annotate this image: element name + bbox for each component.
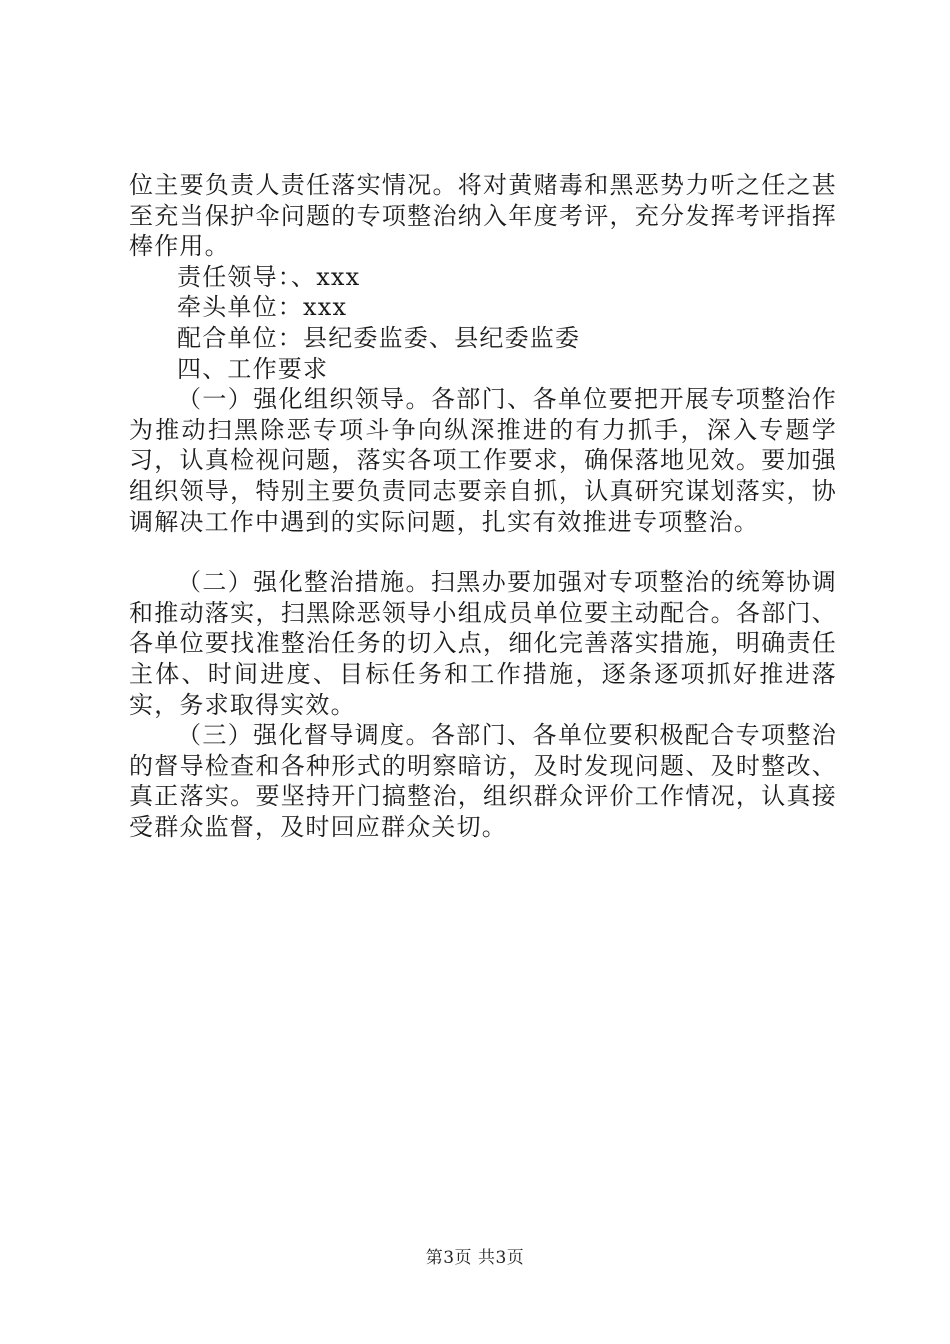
paragraph-responsibility-continuation: 位主要负责人责任落实情况。将对黄赌毒和黑恶势力听之任之甚至充当保护伞问题的专项整治纳入年度考评，充分发挥考评指挥棒作用。 [129,171,837,261]
page-footer: 第3页 共3页 [425,1248,525,1268]
paragraph-requirement-3: （三）强化督导调度。各部门、各单位要积极配合专项整治的督导检查和各种形式的明察暗访，及时发现问题、及时整改、真正落实。要坚持开门搞整治，组织群众评价工作情况，认真接受群众监督，及时回应群众关切。 [129,721,837,841]
paragraph-requirement-1: （一）强化组织领导。各部门、各单位要把开展专项整治作为推动扫黑除恶专项斗争向纵深推进的有力抓手，深入专题学习，认真检视问题，落实各项工作要求，确保落地见效。要加强组织领导，特别主要负责同志要亲自抓，认真研究谋划落实，协调解决工作中遇到的实际问题，扎实有效推进专项整治。 [129,385,837,536]
paragraph-requirement-2: （二）强化整治措施。扫黑办要加强对专项整治的统筹协调和推动落实，扫黑除恶领导小组成员单位要主动配合。各部门、各单位要找准整治任务的切入点，细化完善落实措施，明确责任主体、时间进度、目标任务和工作措施，逐条逐项抓好推进落实，务求取得实效。 [129,568,837,719]
document-body [129,170,837,842]
paragraph-responsible-leader: 责任领导：、xxx [177,262,361,291]
section-heading-work-requirements: 四、工作要求 [177,354,329,383]
paragraph-lead-unit: 牵头单位：xxx [177,293,348,322]
paragraph-cooperating-units: 配合单位：县纪委监委、县纪委监委 [177,323,581,352]
